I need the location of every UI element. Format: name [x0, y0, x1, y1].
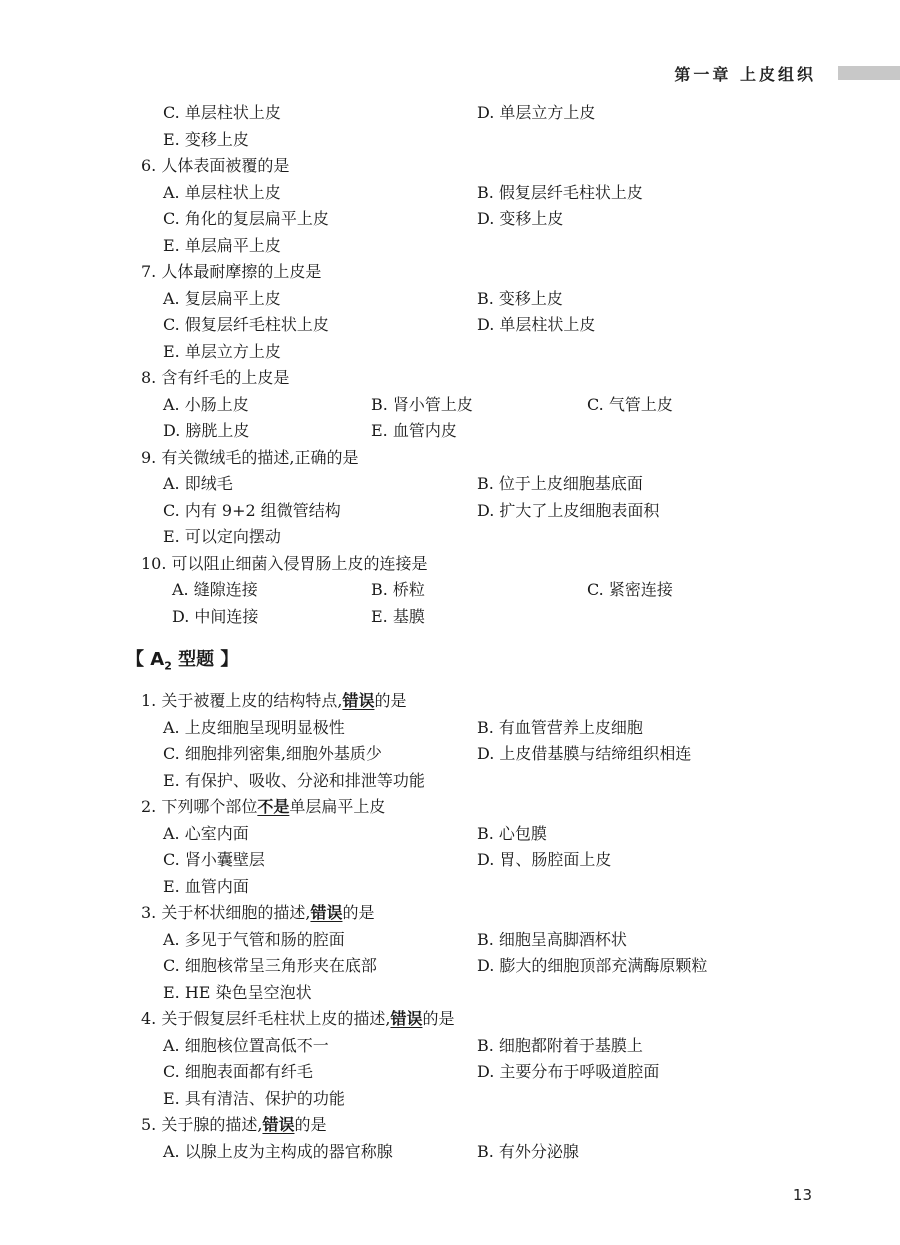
question-options-row [0, 100, 900, 127]
option-c: C. 细胞表面都有纤毛 [163, 1062, 313, 1081]
option-b: B. 细胞都附着于基膜上 [477, 1035, 643, 1055]
question-options-row [0, 286, 900, 313]
question-stem: 1. 关于被覆上皮的结构特点,错误的是 [141, 691, 407, 710]
question-stem: 10. 可以阻止细菌入侵胃肠上皮的连接是 [141, 553, 428, 573]
option-e: E. 单层立方上皮 [163, 341, 281, 361]
question-stem: 2. 下列哪个部位不是单层扁平上皮 [141, 797, 386, 816]
option-a: A. 即绒毛 [163, 474, 233, 493]
option-a: A. 心室内面 [163, 823, 249, 843]
question-stem: 9. 有关微绒毛的描述,正确的是 [141, 447, 359, 467]
option-c: C. 内有 9+2 组微管结构 [163, 500, 341, 520]
option-a: A. 缝隙连接 [172, 580, 258, 599]
question-options-row [0, 768, 900, 795]
option-c: C. 紧密连接 [587, 580, 673, 599]
question-options-row [0, 1059, 900, 1086]
option-d: D. 单层柱状上皮 [477, 315, 596, 334]
question-options-row [0, 1033, 900, 1060]
emphasis-text: 错误 [390, 1009, 423, 1028]
question-options-row [0, 741, 900, 768]
header-decoration-bar [838, 66, 900, 80]
question-stem: 5. 关于腺的描述,错误的是 [141, 1115, 327, 1134]
emphasis-text: 不是 [257, 797, 290, 816]
option-d: D. 扩大了上皮细胞表面积 [477, 500, 660, 520]
option-e: E. 具有清洁、保护的功能 [163, 1088, 345, 1108]
option-a: A. 小肠上皮 [163, 394, 249, 414]
question-options-row [0, 339, 900, 366]
option-b: B. 细胞呈高脚酒杯状 [477, 929, 627, 949]
option-d: D. 膨大的细胞顶部充满酶原颗粒 [477, 956, 708, 975]
question-options-row [0, 953, 900, 980]
question-stem: 7. 人体最耐摩擦的上皮是 [141, 262, 322, 281]
option-a: A. 复层扁平上皮 [163, 288, 281, 308]
option-e: E. 血管内皮 [371, 421, 457, 440]
option-d: D. 变移上皮 [477, 209, 564, 228]
section-heading-a2: 【 $A_2$ 型题 】 [126, 649, 239, 673]
option-b: B. 肾小管上皮 [371, 394, 473, 414]
question-options-row [0, 874, 900, 901]
question-options-row [0, 927, 900, 954]
option-c: C. 角化的复层扁平上皮 [163, 209, 329, 228]
option-e: E. 基膜 [371, 606, 425, 626]
option-e: E. HE 染色呈空泡状 [163, 982, 312, 1002]
question-options-row [0, 498, 900, 525]
question-stem: 8. 含有纤毛的上皮是 [141, 368, 290, 387]
option-a: A. 细胞核位置高低不一 [163, 1035, 329, 1055]
question-options-row [0, 127, 900, 154]
question-stem: 6. 人体表面被覆的是 [141, 156, 290, 175]
page-header [0, 60, 900, 88]
option-d: D. 上皮借基膜与结缔组织相连 [477, 744, 692, 763]
option-d: D. 膀胱上皮 [163, 421, 250, 440]
question-options-row [0, 604, 900, 631]
option-e: E. 单层扁平上皮 [163, 235, 281, 255]
question-options-row [0, 577, 900, 604]
question-options-row [0, 392, 900, 419]
option-e: E. 血管内面 [163, 876, 249, 896]
option-d: D. 主要分布于呼吸道腔面 [477, 1062, 660, 1081]
question-options-row [0, 524, 900, 551]
emphasis-text: 错误 [262, 1115, 295, 1134]
question-options-row [0, 471, 900, 498]
question-options-row [0, 206, 900, 233]
question-stem: 3. 关于杯状细胞的描述,错误的是 [141, 903, 375, 922]
chapter-title: 第一章 上皮组织 [674, 65, 816, 84]
option-b: B. 有外分泌腺 [477, 1141, 579, 1161]
page-number: 13 [792, 1186, 812, 1204]
question-options-row [0, 233, 900, 260]
question-options-row [0, 418, 900, 445]
question-options-row [0, 715, 900, 742]
question-stem: 4. 关于假复层纤毛柱状上皮的描述,错误的是 [141, 1009, 455, 1028]
option-c: C. 细胞核常呈三角形夹在底部 [163, 956, 377, 975]
option-b: B. 心包膜 [477, 823, 547, 843]
option-d: D. 胃、肠腔面上皮 [477, 850, 612, 869]
option-a: A. 上皮细胞呈现明显极性 [163, 717, 345, 737]
option-c: C. 单层柱状上皮 [163, 103, 281, 122]
page-content [0, 100, 900, 1165]
option-b: B. 变移上皮 [477, 288, 563, 308]
option-b: B. 桥粒 [371, 580, 425, 599]
option-d: D. 中间连接 [172, 606, 259, 626]
option-a: A. 单层柱状上皮 [163, 182, 281, 202]
question-options-row [0, 1139, 900, 1166]
option-d: D. 单层立方上皮 [477, 103, 596, 122]
question-options-row [0, 847, 900, 874]
option-b: B. 位于上皮细胞基底面 [477, 474, 643, 493]
option-c: C. 细胞排列密集,细胞外基质少 [163, 744, 382, 763]
option-a: A. 多见于气管和肠的腔面 [163, 929, 345, 949]
option-b: B. 有血管营养上皮细胞 [477, 717, 643, 737]
question-options-row [0, 312, 900, 339]
option-e: E. 可以定向摆动 [163, 527, 281, 546]
question-options-row [0, 821, 900, 848]
emphasis-text: 错误 [310, 903, 343, 922]
question-options-row [0, 1086, 900, 1113]
question-options-row [0, 180, 900, 207]
option-e: E. 变移上皮 [163, 129, 249, 149]
option-c: C. 气管上皮 [587, 394, 673, 414]
question-options-row [0, 980, 900, 1007]
option-e: E. 有保护、吸收、分泌和排泄等功能 [163, 770, 425, 790]
option-c: C. 假复层纤毛柱状上皮 [163, 315, 329, 334]
option-a: A. 以腺上皮为主构成的器官称腺 [163, 1141, 393, 1161]
option-c: C. 肾小囊壁层 [163, 850, 265, 869]
emphasis-text: 错误 [342, 691, 375, 710]
option-b: B. 假复层纤毛柱状上皮 [477, 182, 643, 202]
